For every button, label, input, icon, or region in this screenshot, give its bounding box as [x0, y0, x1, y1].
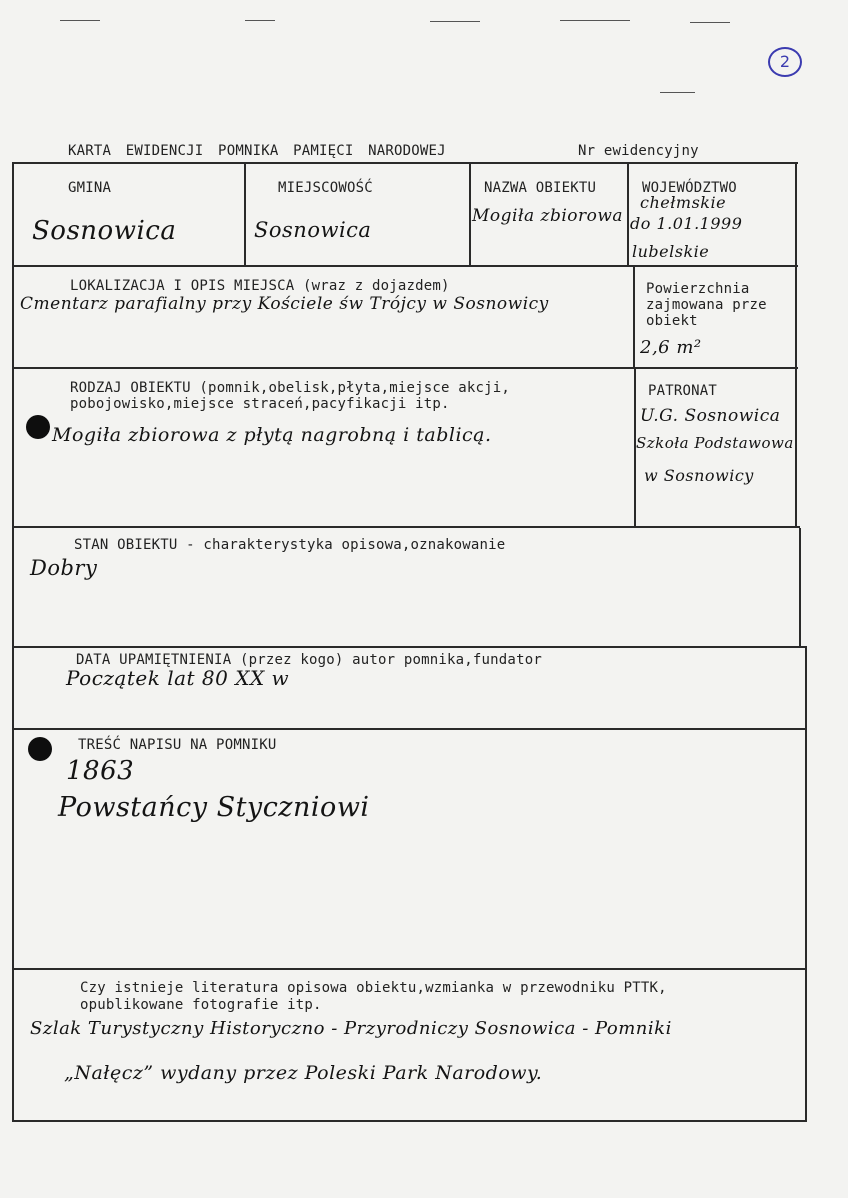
table-right-border-upper — [795, 162, 797, 528]
literatura-label-1: Czy istnieje literatura opisowa obiektu,wzmianka w przewodniku PTTK, — [80, 980, 667, 996]
row-separator — [12, 646, 807, 648]
rodzaj-obiektu-label-1: RODZAJ OBIEKTU (pomnik,obelisk,płyta,miejsce akcji, — [70, 380, 511, 396]
powierzchnia-label-2: zajmowana prze — [646, 297, 767, 313]
column-separator — [469, 162, 471, 266]
tresc-napisu-label: TREŚĆ NAPISU NA POMNIKU — [78, 737, 277, 753]
bullet-dot — [26, 415, 50, 439]
literatura-label-2: opublikowane fotografie itp. — [80, 997, 322, 1013]
page-number: 2 — [768, 47, 802, 77]
rodzaj-obiektu-value: Mogiła zbiorowa z płytą nagrobną i tablicą. — [52, 424, 492, 446]
rodzaj-obiektu-label-2: pobojowisko,miejsce straceń,pacyfikacji itp. — [70, 396, 450, 412]
scan-speck — [430, 21, 480, 22]
powierzchnia-label-3: obiekt — [646, 313, 698, 329]
nazwa-obiektu-value: Mogiła zbiorowa — [472, 206, 624, 226]
row-separator — [12, 968, 807, 970]
wojewodztwo-label: WOJEWÓDZTWO — [642, 180, 737, 196]
column-separator — [244, 162, 246, 266]
scan-speck — [245, 20, 275, 21]
patronat-value-2: Szkoła Podstawowa — [636, 434, 794, 452]
gmina-value: Sosnowica — [32, 216, 177, 246]
table-right-border-lower — [805, 648, 807, 1122]
tresc-napisu-value-1: 1863 — [66, 756, 135, 786]
row-separator — [12, 728, 807, 730]
column-separator — [633, 266, 635, 368]
scan-speck — [660, 92, 695, 93]
stan-obiektu-label: STAN OBIEKTU - charakterystyka opisowa,oznakowanie — [74, 537, 506, 553]
table-top-border — [12, 162, 798, 164]
form-title: KARTA EWIDENCJI POMNIKA PAMIĘCI NARODOWEJ — [68, 143, 446, 159]
wojewodztwo-value-3: lubelskie — [632, 242, 710, 261]
patronat-value-3: w Sosnowicy — [644, 466, 754, 485]
scan-speck — [690, 22, 730, 23]
scan-speck — [560, 20, 630, 21]
literatura-value-1: Szlak Turystyczny Historyczno - Przyrodniczy Sosnowica - Pomniki — [30, 1018, 672, 1039]
data-upamietnienia-label: DATA UPAMIĘTNIENIA (przez kogo) autor pomnika,fundator — [76, 652, 542, 668]
stan-obiektu-value: Dobry — [30, 556, 98, 580]
patronat-value-1: U.G. Sosnowica — [640, 406, 781, 426]
tresc-napisu-value-2: Powstańcy Styczniowi — [58, 792, 370, 823]
gmina-label: GMINA — [68, 180, 112, 196]
row-separator — [12, 367, 798, 369]
table-right-border-mid — [799, 528, 801, 648]
wojewodztwo-value-2: do 1.01.1999 — [630, 214, 743, 233]
registry-number-label: Nr ewidencyjny — [578, 143, 699, 159]
scan-speck — [60, 20, 100, 21]
table-left-border — [12, 162, 14, 1122]
miejscowosc-value: Sosnowica — [254, 218, 372, 242]
wojewodztwo-value-1: chełmskie — [640, 193, 727, 212]
row-separator — [12, 265, 798, 267]
miejscowosc-label: MIEJSCOWOŚĆ — [278, 180, 373, 196]
lokalizacja-value: Cmentarz parafialny przy Kościele św Trójcy w Sosnowicy — [20, 294, 549, 314]
column-separator — [627, 162, 629, 266]
table-bottom-border — [12, 1120, 807, 1122]
nazwa-obiektu-label: NAZWA OBIEKTU — [484, 180, 597, 196]
row-separator — [12, 526, 800, 528]
bullet-dot — [28, 737, 52, 761]
patronat-label: PATRONAT — [648, 383, 718, 399]
powierzchnia-label-1: Powierzchnia — [646, 281, 750, 297]
lokalizacja-label: LOKALIZACJA I OPIS MIEJSCA (wraz z dojazdem) — [70, 278, 450, 294]
powierzchnia-value: 2,6 m² — [640, 337, 702, 358]
data-upamietnienia-value: Początek lat 80 XX w — [66, 666, 290, 690]
literatura-value-2: „Nałęcz” wydany przez Poleski Park Narodowy. — [64, 1062, 543, 1084]
